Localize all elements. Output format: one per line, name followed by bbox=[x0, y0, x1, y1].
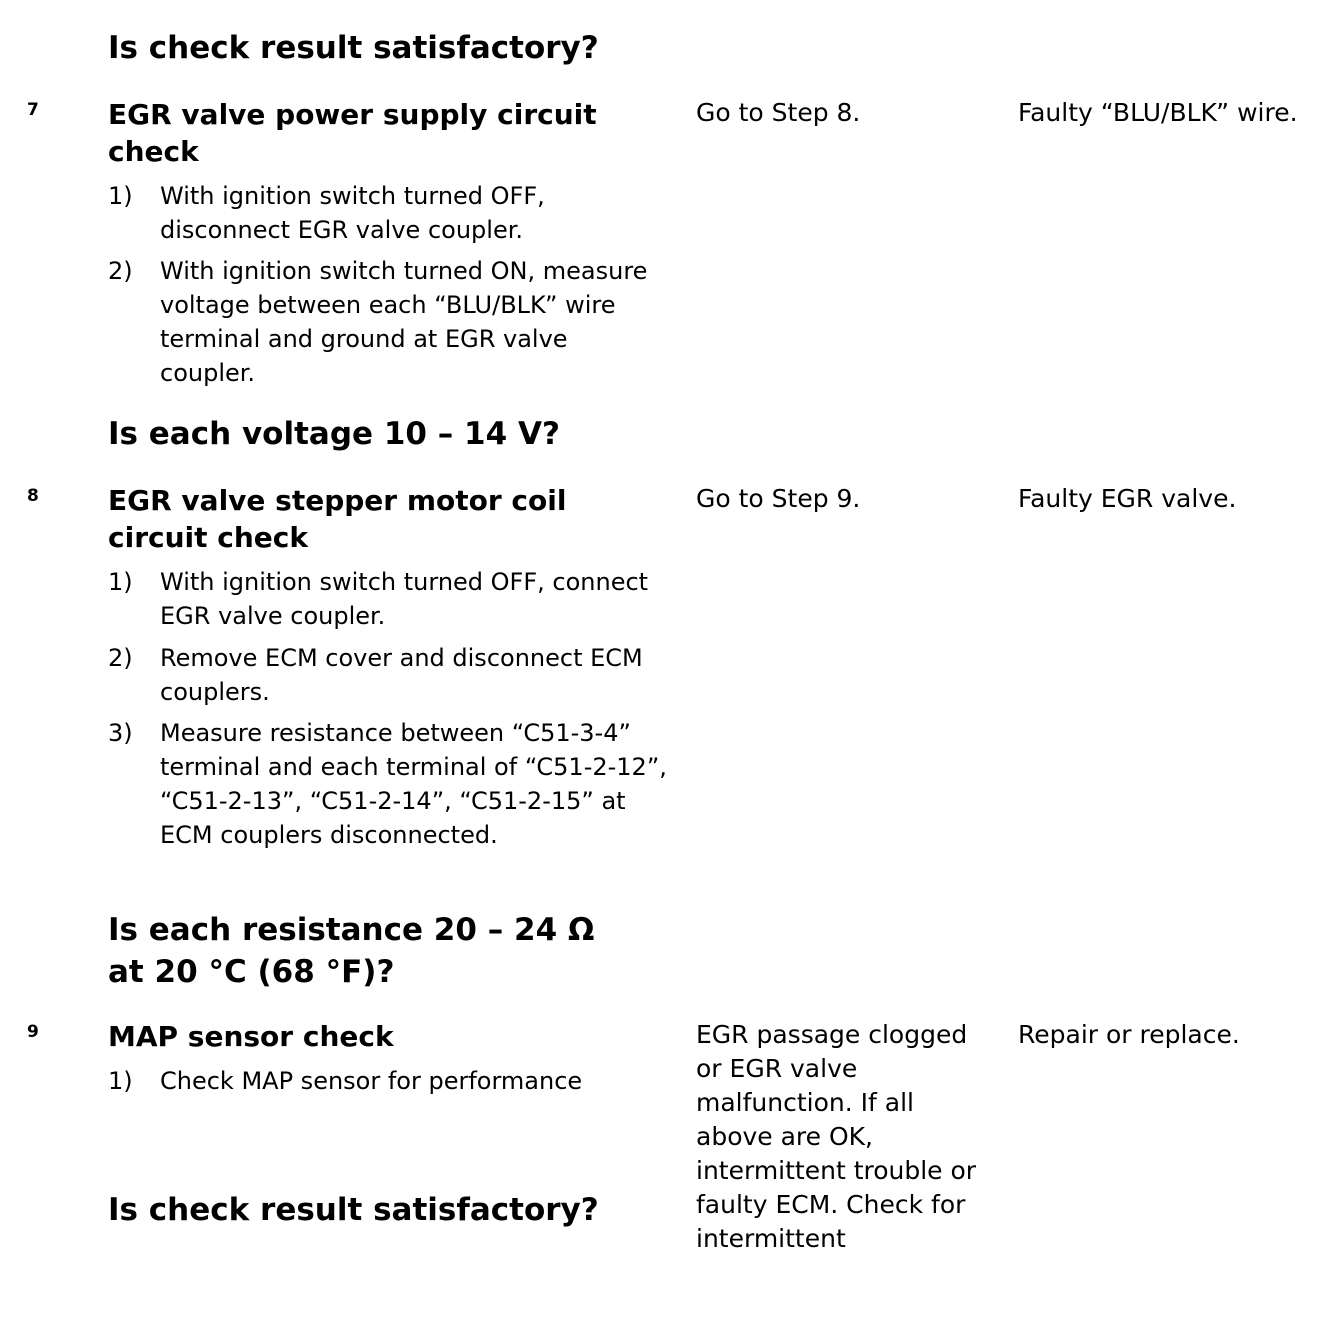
substep-text: Measure resistance between “C51-3-4” terminal and each terminal of “C51-2-12”, “C51-2-13”, “C51-2-14”, “C51-2-15” at ECM couplers disconnected. bbox=[160, 719, 667, 849]
step-8-question-line-1: Is each resistance 20 – 24 Ω bbox=[108, 912, 595, 948]
step-8-yes: Go to Step 9. bbox=[696, 484, 861, 513]
step-8-no: Faulty EGR valve. bbox=[1018, 484, 1237, 513]
step-9-no: Repair or replace. bbox=[1018, 1020, 1240, 1049]
step-8-substep-3 bbox=[108, 716, 668, 852]
substep-number: 2) bbox=[108, 644, 133, 672]
substep-number: 3) bbox=[108, 719, 133, 747]
step-7-title: EGR valve power supply circuit check bbox=[108, 98, 597, 168]
step-7-yes: Go to Step 8. bbox=[696, 98, 861, 127]
step-7-no: Faulty “BLU/BLK” wire. bbox=[1018, 98, 1298, 127]
top-question: Is check result satisfactory? bbox=[108, 30, 599, 66]
step-9-number: 9 bbox=[27, 1022, 39, 1042]
substep-text: With ignition switch turned OFF, connect EGR valve coupler. bbox=[160, 568, 649, 630]
step-8-substep-1 bbox=[108, 565, 668, 633]
substep-number: 1) bbox=[108, 182, 133, 210]
substep-text: Check MAP sensor for performance bbox=[160, 1067, 583, 1095]
step-8-number: 8 bbox=[27, 486, 39, 506]
step-7-question: Is each voltage 10 – 14 V? bbox=[108, 416, 560, 452]
step-8-title: EGR valve stepper motor coil circuit check bbox=[108, 484, 567, 554]
step-9-title: MAP sensor check bbox=[108, 1020, 394, 1053]
step-7-substep-2 bbox=[108, 254, 668, 390]
step-8-question-line-2: at 20 °C (68 °F)? bbox=[108, 954, 395, 990]
step-8-substep-2 bbox=[108, 641, 668, 709]
step-9-question: Is check result satisfactory? bbox=[108, 1192, 599, 1228]
step-9-substep-1 bbox=[108, 1064, 668, 1098]
substep-text: With ignition switch turned OFF, disconnect EGR valve coupler. bbox=[160, 182, 545, 244]
substep-number: 1) bbox=[108, 568, 133, 596]
step-7-number: 7 bbox=[27, 100, 39, 120]
substep-text: With ignition switch turned ON, measure voltage between each “BLU/BLK” wire terminal and ground at EGR valve coupler. bbox=[160, 257, 648, 387]
step-7-substep-1 bbox=[108, 179, 668, 247]
step-9-yes: EGR passage clogged or EGR valve malfunction. If all above are OK, intermittent trouble or faulty ECM. Check for intermittent bbox=[696, 1020, 977, 1253]
substep-number: 2) bbox=[108, 257, 133, 285]
substep-number: 1) bbox=[108, 1067, 133, 1095]
substep-text: Remove ECM cover and disconnect ECM couplers. bbox=[160, 644, 643, 706]
